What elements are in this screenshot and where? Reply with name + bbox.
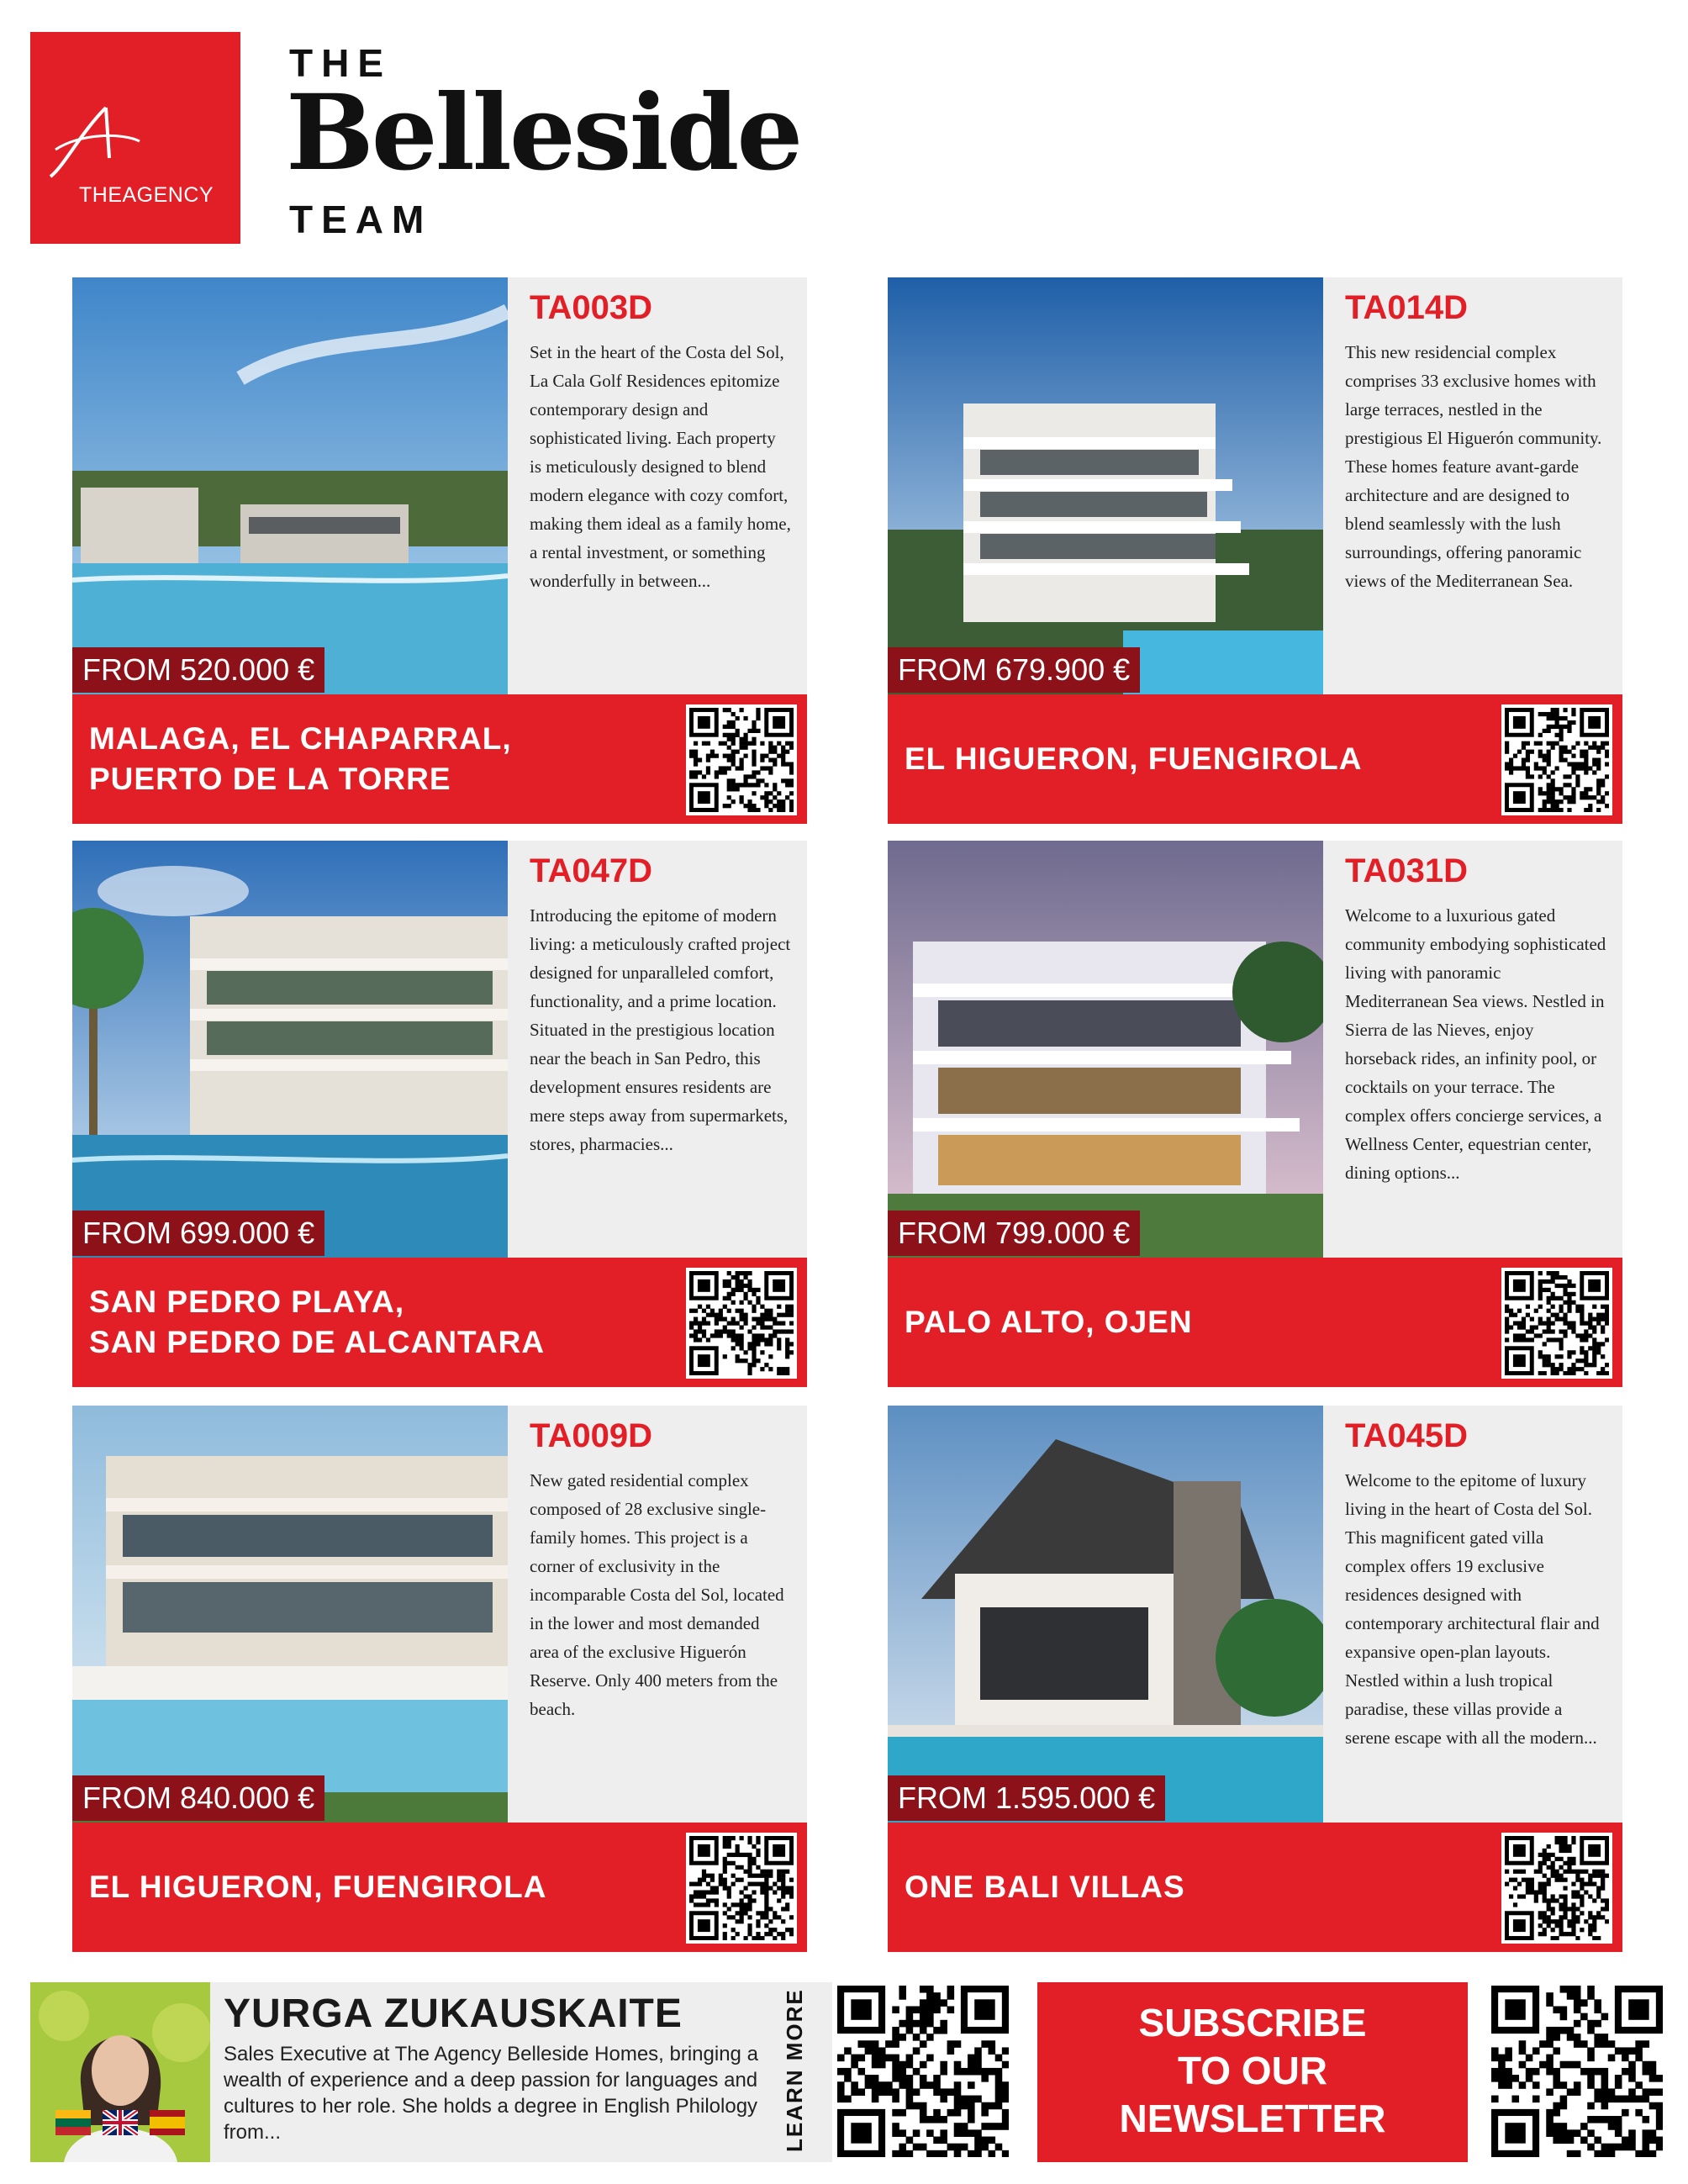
listing-description: Welcome to a luxurious gated community embodying sophisticated living with panoramic Mediterranean Sea views. Nestled in Sierra de las Nieves, enjoy horseback rides, an infinity pool, or cocktails on your terrace. The complex offers concierge services, a Wellness Center, equestrian center, dining options... (1345, 905, 1606, 1183)
brand-team: TEAM (289, 198, 433, 241)
listing-code: TA009D (530, 1417, 652, 1454)
listing-location: EL HIGUERON, FUENGIROLA (905, 741, 1363, 776)
listing-location: MALAGA, EL CHAPARRAL, PUERTO DE LA TORRE (89, 721, 512, 796)
listing-code: TA045D (1345, 1417, 1468, 1454)
location-bar (888, 694, 1622, 824)
property-photo[interactable] (888, 1406, 1323, 1823)
listing-location: SAN PEDRO PLAYA, SAN PEDRO DE ALCANTARA (89, 1285, 546, 1359)
listing-location: PALO ALTO, OJEN (905, 1305, 1193, 1339)
qr-code-icon[interactable] (1501, 704, 1612, 815)
price-badge: FROM 520.000 € (72, 647, 324, 693)
qr-code-icon[interactable] (1501, 1833, 1612, 1944)
agency-logo[interactable] (30, 32, 240, 244)
property-photo[interactable] (72, 841, 508, 1258)
lithuania-flag-icon (55, 2110, 91, 2135)
listing-card[interactable] (888, 277, 1622, 824)
property-photo[interactable] (888, 841, 1323, 1258)
qr-code-icon[interactable] (686, 1268, 797, 1379)
property-photo[interactable] (72, 277, 508, 694)
property-photo[interactable] (888, 277, 1323, 694)
price-badge: FROM 699.000 € (72, 1211, 324, 1256)
listing-code: TA047D (530, 852, 652, 889)
location-bar (888, 1823, 1622, 1952)
subscribe-newsletter-button[interactable]: SUBSCRIBE TO OUR NEWSLETTER (1037, 1982, 1468, 2162)
listing-code: TA014D (1345, 289, 1468, 326)
price-badge: FROM 840.000 € (72, 1775, 324, 1821)
listing-code: TA031D (1345, 852, 1468, 889)
location-bar (72, 694, 807, 824)
location-bar (72, 1258, 807, 1387)
listing-description: Welcome to the epitome of luxury living in the heart of Costa del Sol. This magnificent gated villa complex offers 19 exclusive residences designed with contemporary architectural flair and expansive open-plan layouts. Nestled within a lush tropical paradise, these villas provide a serene escape with all the modern... (1345, 1470, 1600, 1748)
agent-panel (30, 1982, 832, 2162)
uk-flag-icon (103, 2110, 138, 2135)
listing-location: EL HIGUERON, FUENGIROLA (89, 1870, 547, 1904)
price-badge: FROM 799.000 € (888, 1211, 1140, 1256)
property-photo[interactable] (72, 1406, 508, 1823)
spain-flag-icon (150, 2110, 185, 2135)
listing-code: TA003D (530, 289, 652, 326)
listing-card[interactable] (72, 1406, 807, 1952)
agent-photo (30, 1982, 210, 2162)
listing-card[interactable] (72, 277, 807, 824)
qr-code-icon[interactable] (686, 704, 797, 815)
brand-the: THE (289, 41, 392, 85)
price-badge: FROM 679.900 € (888, 647, 1140, 693)
price-badge: FROM 1.595.000 € (888, 1775, 1165, 1821)
location-bar (888, 1258, 1622, 1387)
listing-description: Set in the heart of the Costa del Sol, La Cala Golf Residences epitomize contemporary design and sophisticated living. Each property is meticulously designed to blend modern elegance with cozy comfort, making them ideal as a family home, a rental investment, or something wonderfully in between... (530, 342, 791, 591)
listing-description: New gated residential complex composed of 28 exclusive single-family homes. This project is a corner of exclusivity in the incomparable Costa del Sol, located in the lower and most demanded area of the exclusive Higuerón Reserve. Only 400 meters from the beach. (530, 1470, 784, 1719)
listing-card[interactable] (888, 1406, 1622, 1952)
qr-code-icon[interactable] (686, 1833, 797, 1944)
agent-name: YURGA ZUKAUSKAITE (224, 1991, 683, 2036)
listing-card[interactable] (72, 841, 807, 1387)
qr-code-icon[interactable] (837, 1986, 1009, 2157)
listing-description: This new residencial complex comprises 33 exclusive homes with large terraces, nestled in the prestigious El Higuerón community. These homes feature avant-garde architecture and are designed to blend seamlessly with the lush surroundings, offering panoramic views of the Mediterranean Sea. (1345, 342, 1602, 591)
listing-location: ONE BALI VILLAS (905, 1870, 1185, 1904)
qr-code-icon[interactable] (1501, 1268, 1612, 1379)
learn-more-label: LEARN MORE (782, 1988, 807, 2152)
listing-description: Introducing the epitome of modern living: a meticulously crafted project designed for unparalleled comfort, functionality, and a prime location. Situated in the prestigious location near the beach in San Pedro, this development ensures residents are mere steps away from supermarkets, stores, pharmacies... (530, 905, 791, 1154)
logo-text: THEAGENCY (79, 183, 214, 207)
agency-monogram-icon (47, 99, 148, 183)
listing-card[interactable] (888, 841, 1622, 1387)
qr-code-icon[interactable] (1491, 1986, 1663, 2157)
location-bar (72, 1823, 807, 1952)
brand-name: Belleside (286, 72, 801, 194)
agent-bio: Sales Executive at The Agency Belleside Homes, bringing a wealth of experience and a deep passion for languages and cultures to her role. She holds a degree in English Philology from... (224, 2043, 758, 2144)
